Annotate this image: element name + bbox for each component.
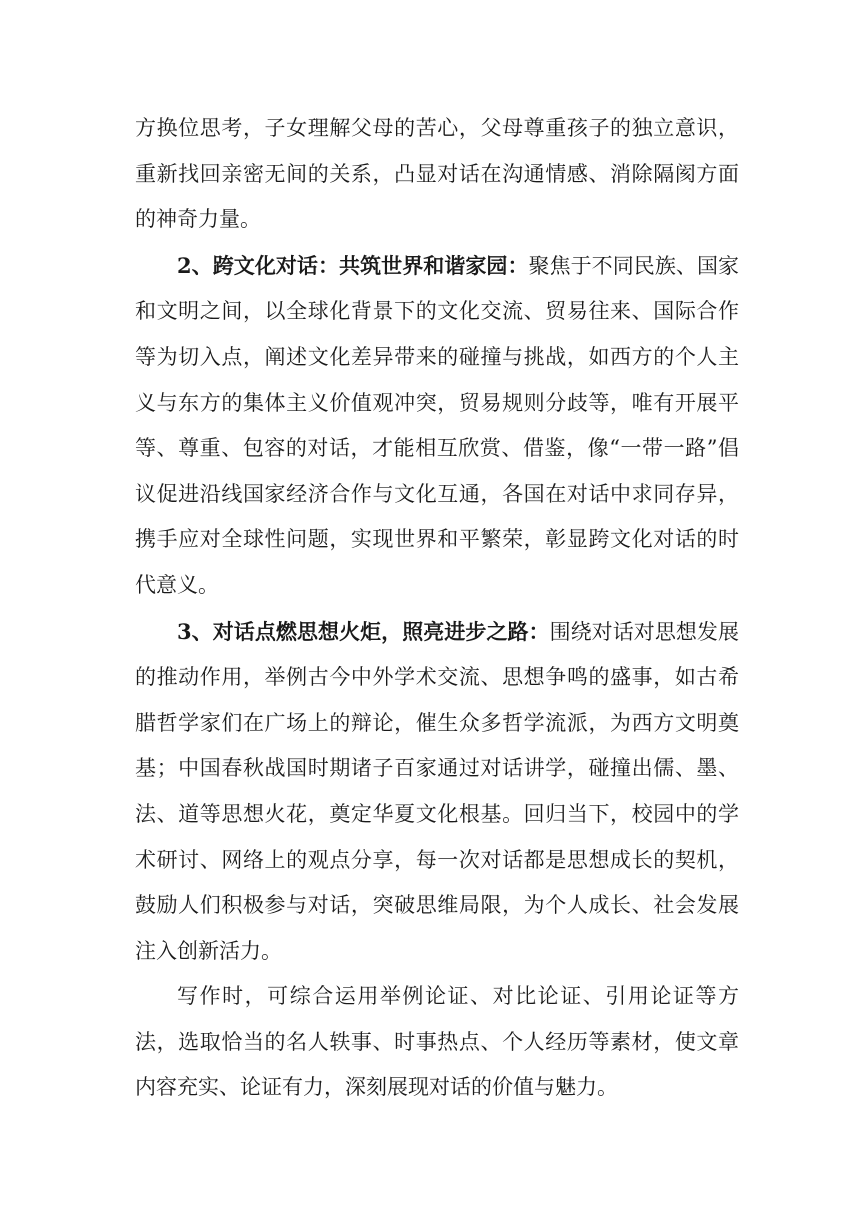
paragraph-dialogue-ignites-thought [135,609,739,975]
paragraph-text: 方换位思考，子女理解父母的苦心，父母尊重孩子的独立意识，重新找回亲密无间的关系，凸显对话在沟通情感、消除隔阂方面的神奇力量。 [135,116,739,232]
paragraph-heading: 3、对话点燃思想火炬，照亮进步之路： [177,618,550,644]
paragraph-writing-tips [135,974,739,1111]
document-body [135,106,739,1111]
paragraph-cross-cultural-dialogue [135,243,739,609]
paragraph-text: 写作时，可综合运用举例论证、对比论证、引用论证等方法，选取恰当的名人轶事、时事热点、个人经历等素材，使文章内容充实、论证有力，深刻展现对话的价值与魅力。 [135,984,739,1100]
paragraph-heading: 2、跨文化对话：共筑世界和谐家园： [177,252,529,278]
paragraph-text: 聚焦于不同民族、国家和文明之间，以全球化背景下的文化交流、贸易往来、国际合作等为切入点，阐述文化差异带来的碰撞与挑战，如西方的个人主义与东方的集体主义价值观冲突，贸易规则分歧等，唯有开展平等、尊重、包容的对话，才能相互欣赏、借鉴，像“一带一路”倡议促进沿线国家经济合作与文化互通，各国在对话中求同存异，携手应对全球性问题，实现世界和平繁荣，彰显跨文化对话的时代意义。 [135,253,739,597]
paragraph-continuation [135,106,739,243]
paragraph-text: 围绕对话对思想发展的推动作用，举例古今中外学术交流、思想争鸣的盛事，如古希腊哲学家们在广场上的辩论，催生众多哲学流派，为西方文明奠基；中国春秋战国时期诸子百家通过对话讲学，碰撞出儒、墨、法、道等思想火花，奠定华夏文化根基。回归当下，校园中的学术研讨、网络上的观点分享，每一次对话都是思想成长的契机，鼓励人们积极参与对话，突破思维局限，为个人成长、社会发展注入创新活力。 [135,619,739,963]
